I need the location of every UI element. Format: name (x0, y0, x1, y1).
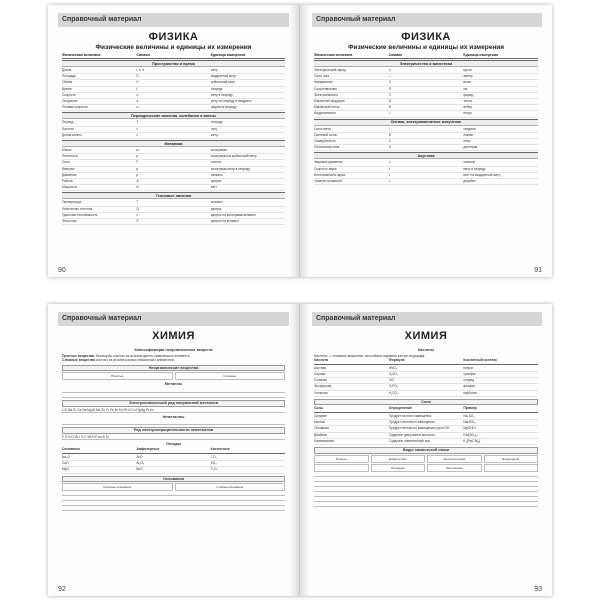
table-cell: Ускорение (62, 99, 78, 104)
quantities-table (62, 53, 285, 225)
table-section-title: Акустика (314, 152, 538, 159)
table-cell: ν (136, 126, 138, 131)
subject-subtitle: Физические величины и единицы их измерения (95, 44, 252, 51)
page-header: Справочный материал (312, 13, 542, 27)
table-cell: Продукт полного замещения (388, 413, 432, 418)
table-section-title: Периодические явления, колебания и волны (62, 112, 285, 119)
section-heading: Неорганические вещества (62, 365, 285, 372)
table-cell: Температура (62, 200, 82, 205)
physics-spread (48, 5, 552, 277)
table-cell: I (388, 74, 390, 79)
table-cell: l, s, d (136, 68, 144, 72)
table-cell: Кислые (314, 420, 326, 425)
table-cell: секунда (210, 120, 223, 125)
table-cell: Электроёмкость (314, 92, 339, 97)
column-header: Кислотные (210, 447, 230, 452)
table-cell: фарад (463, 92, 474, 97)
table-section-title: Электричество и магнетизм (314, 60, 538, 67)
table-cell: Φ (388, 132, 392, 137)
chemistry-classification-block (62, 346, 285, 511)
table-cell: кулон (463, 68, 472, 72)
table-cell: Энтропия (62, 219, 77, 224)
table-cell: Сила (62, 160, 70, 165)
table-cell: T (136, 120, 139, 125)
table-cell: вольт (463, 80, 472, 85)
table-cell: Al₂O₃ (136, 461, 145, 466)
table-cell: HCl (388, 378, 394, 383)
base-strong: Сильные основания (62, 483, 173, 491)
column-header: Определение (388, 406, 413, 411)
table-cell: метр на секунду в квадрате (210, 99, 252, 104)
chemistry-spread (48, 304, 552, 596)
table-header (62, 53, 285, 59)
table-cell: Мощность (62, 185, 78, 190)
table-cell: паскаль (210, 172, 223, 177)
page-number: 91 (534, 267, 542, 274)
table-cell: кельвин (210, 200, 223, 205)
bond-ionic: Ионная (314, 455, 369, 463)
table-cell: KAl(SO₄)₂ (463, 432, 478, 437)
table-cell: HNO₃ (388, 365, 398, 370)
table-cell: Давление (62, 172, 77, 177)
table-cell: метр в секунду (463, 166, 486, 171)
table-cell: нитрат (463, 365, 474, 370)
table-cell: λ (136, 132, 138, 137)
page-header: Справочный материал (58, 13, 289, 27)
table-cell: джоуль на килограмм-кельвин (210, 212, 256, 217)
table-cell: a (136, 99, 139, 104)
table-cell: Основные (314, 426, 330, 431)
column-header: Символ (388, 53, 403, 57)
table-cell: c (388, 166, 391, 171)
table-cell: MgO (62, 467, 69, 472)
table-cell: υ (136, 92, 139, 97)
table-cell: Сила тока (314, 74, 330, 79)
bond-covalent: Ковалентная (371, 455, 426, 463)
table-cell: Скорость (62, 92, 76, 97)
table-cell: метр (210, 68, 218, 72)
table-cell: Индуктивность (314, 111, 337, 116)
table-cell: ρ (136, 154, 139, 159)
table-section-title: Тепловые явления (62, 192, 285, 199)
section-heading: Оксиды (166, 441, 181, 446)
subject-title: ФИЗИКА (148, 31, 199, 43)
table-cell: H₃PO₄ (388, 384, 399, 389)
table-cell: Магнитный поток (314, 105, 340, 110)
page-93 (300, 304, 552, 596)
table-cell: Длина волны (62, 132, 82, 137)
bond-hydrogen: Водородная (484, 455, 539, 463)
table-cell: ампер (463, 74, 473, 79)
subject-subtitle: Физические величины и единицы их измерения (347, 44, 505, 51)
table-cell: вебер (463, 105, 473, 110)
table-cell: Фосфорная (314, 384, 332, 389)
nonmetal-row: F O N Cl Br I S C Se H P As B Si (62, 435, 285, 440)
table-cell: Скорость звука (314, 166, 337, 171)
table-cell: Частота (62, 126, 74, 131)
table-cell: L (388, 111, 391, 116)
table-cell: C (388, 92, 391, 97)
table-row (62, 185, 285, 191)
table-section-title: Пространство и время (62, 60, 285, 67)
table-cell: Импульс (62, 166, 75, 171)
table-cell: A (136, 179, 139, 184)
table-cell: ZnO (136, 454, 143, 459)
salt-table (314, 406, 538, 445)
table-cell: Количество теплоты (62, 206, 93, 211)
paragraph: Сложные вещества состоят из атомов разных химических элементов. (62, 358, 175, 363)
bond-metallic: Металлическая (427, 455, 482, 463)
table-cell: Продукт неполного замещения (388, 420, 435, 425)
table-row (62, 219, 285, 225)
table-cell: Угольная (314, 390, 328, 395)
table-cell: паскаль (463, 160, 476, 165)
table-cell: метр (210, 132, 218, 137)
page-number: 92 (58, 586, 66, 593)
table-cell: Двойные (314, 432, 328, 437)
table-cell: джоуль на кельвин (210, 219, 239, 224)
subject-title: ХИМИЯ (152, 330, 195, 342)
table-cell: ватт (210, 185, 217, 190)
metal-activity-row: Li K Ba Sr Ca Na Mg Al Mn Zn Cr Fe Ni Sn Pb H Cu Hg Ag Pt Au (62, 408, 285, 413)
page-90 (48, 5, 300, 277)
table-cell: I (388, 126, 390, 131)
table-cell: q (388, 68, 391, 72)
class-columns (62, 372, 285, 380)
table-cell: Работа (62, 179, 73, 184)
table-cell: килограмм на кубический метр (210, 154, 257, 159)
table-row (314, 391, 538, 397)
section-heading: Кислоты (417, 348, 435, 352)
column-header: Единица измерения (463, 53, 499, 57)
section-heading: Металлы (164, 382, 183, 387)
subject-title: ХИМИЯ (404, 330, 448, 342)
table-cell: V (136, 80, 139, 85)
table-cell: ω (136, 105, 139, 110)
table-cell: SO₃ (210, 461, 217, 466)
column-header: Пример (463, 406, 477, 411)
table-cell: L (388, 179, 391, 184)
table-cell: кандела (463, 126, 476, 131)
table-row (314, 111, 538, 117)
table-cell: p (136, 172, 139, 177)
table-cell: Плотность (62, 154, 78, 159)
table-cell: Объём (62, 80, 73, 85)
table-cell: Сопротивление (314, 86, 338, 91)
table-cell: Соляная (314, 378, 327, 383)
table-row (62, 133, 285, 139)
table-cell: ом (463, 86, 468, 91)
table-cell: люкс (463, 139, 471, 144)
table-cell: R (388, 86, 391, 91)
table-cell: Время (62, 86, 72, 91)
table-cell: радиан в секунду (210, 105, 237, 110)
table-cell: Длина (62, 68, 72, 72)
page-number: 90 (58, 267, 66, 274)
table-section-title: Оптика, электромагнитное излучение (314, 119, 538, 126)
column-header: Соль (314, 406, 323, 411)
table-row (314, 179, 538, 185)
section-heading: Электрохимический ряд напряжений металлов (62, 400, 285, 407)
table-cell: сульфат (463, 371, 476, 376)
table-cell: метр в секунду (210, 92, 233, 97)
table-cell: D (388, 145, 391, 150)
table-cell: ватт на квадратный метр (463, 172, 501, 177)
table-header (314, 406, 538, 413)
table-cell: Азотная (314, 365, 326, 370)
quantities-table (314, 53, 538, 185)
table-cell: Световой поток (314, 132, 337, 137)
column-header: Основные (62, 447, 81, 452)
table-row (62, 105, 285, 111)
table-cell: N (136, 185, 139, 190)
table-cell: Q (136, 206, 139, 211)
table-cell: F (136, 160, 139, 165)
table-cell: Магнитная индукция (314, 99, 345, 104)
table-cell: герц (210, 126, 218, 131)
table-cell: фосфат (463, 384, 476, 389)
table-cell: Звуковое давление (314, 160, 343, 165)
table-cell: U (388, 80, 391, 85)
section-heading: Классификация неорганических веществ (134, 348, 213, 352)
column-header: Единица измерения (210, 53, 246, 57)
chemistry-acids-block (314, 346, 538, 507)
table-cell: Сила света (314, 126, 331, 131)
table-row (314, 439, 538, 445)
section-heading: Ряд электроотрицательности неметаллов (62, 427, 285, 434)
table-cell: децибел (463, 179, 476, 184)
table-cell: килограмм (210, 148, 227, 153)
table-cell: MgOHCl (463, 426, 476, 431)
column-header: Формула (388, 358, 405, 363)
table-cell: Содержат комплексный ион (388, 438, 431, 443)
page-92 (48, 304, 300, 596)
table-cell: тесла (463, 99, 472, 104)
table-section-title: Механика (62, 140, 285, 147)
table-cell: диоптрия (463, 145, 478, 150)
column-header: Физическая величина (62, 53, 101, 57)
table-cell: CaO (62, 461, 69, 466)
table-cell: B (388, 99, 391, 104)
table-cell: Электрический заряд (314, 68, 346, 72)
section-heading: Основания (62, 476, 285, 483)
table-cell: E (388, 139, 391, 144)
table-row (62, 467, 285, 473)
table-header (314, 358, 538, 365)
table-cell: BeO (136, 467, 143, 472)
table-cell: квадратный метр (210, 74, 237, 79)
table-cell: джоуль (210, 179, 222, 184)
subject-title: ФИЗИКА (401, 31, 451, 43)
table-cell: ньютон (210, 160, 222, 165)
table-row (314, 145, 538, 151)
table-cell: Площадь (62, 74, 76, 79)
page-number: 93 (534, 586, 542, 593)
table-cell: p (388, 160, 391, 165)
base-weak: Слабые основания (175, 483, 286, 491)
table-cell: Удельная теплоёмкость (62, 212, 98, 217)
table-cell: Содержат два разных металла (388, 432, 435, 437)
column-header: Кислотный остаток (463, 358, 498, 363)
table-cell: Продукт неполного замещения групп OH (388, 426, 450, 431)
table-cell: Na₂O (62, 454, 70, 459)
page-header: Справочный материал (58, 312, 289, 326)
acid-table (314, 358, 538, 397)
paragraph: Простые вещества. Молекулы состоят из атомов одного химического элемента. (62, 353, 191, 358)
column-header: Символ (136, 53, 150, 57)
table-cell: Средние (314, 413, 327, 418)
table-cell: секунда (210, 86, 223, 91)
table-cell: Серная (314, 371, 326, 376)
bond-subcolumns (314, 464, 538, 472)
page-91 (300, 5, 552, 277)
table-cell: K₃[Fe(CN)₆] (463, 438, 481, 443)
table-cell: килограмм-метр в секунду (210, 166, 250, 171)
table-cell: Оптическая сила (314, 145, 340, 150)
column-header: Амфотерные (136, 447, 160, 452)
table-cell: H₂CO₃ (388, 390, 399, 395)
bond-nonpolar: Неполярная (427, 464, 482, 472)
table-cell: Комплексные (314, 438, 335, 443)
table-cell: карбонат (463, 390, 477, 395)
table-cell: H₂SO₄ (388, 371, 399, 376)
column-header: Кислота (314, 358, 329, 363)
table-cell: S (136, 74, 139, 79)
table-cell: c (136, 212, 138, 217)
table-cell: Масса (62, 148, 72, 153)
table-cell: джоуль (210, 206, 222, 211)
table-cell: I (388, 172, 390, 177)
page-header: Справочный материал (312, 312, 542, 326)
table-cell: кубический метр (210, 80, 236, 85)
table-cell: Интенсивность звука (314, 172, 346, 177)
table-header (314, 53, 538, 59)
bond-polar: Полярная (371, 464, 426, 472)
table-cell: Na₂SO₄ (463, 413, 475, 418)
table-cell: NaHSO₄ (463, 420, 476, 425)
table-cell: p (136, 166, 139, 171)
oxide-table (62, 447, 285, 473)
table-header (62, 447, 285, 454)
table-cell: хлорид (463, 378, 475, 383)
section-heading: Виды химической связи (314, 447, 538, 454)
table-cell: люмен (463, 132, 474, 137)
section-heading: Неметаллы (162, 414, 185, 419)
class-simple: Простые (62, 372, 173, 380)
table-cell: T (136, 200, 139, 205)
table-cell: t (136, 86, 138, 91)
table-cell: Напряжение (314, 80, 333, 85)
column-header: Физическая величина (314, 53, 353, 57)
table-cell: генри (463, 111, 472, 116)
table-cell: Угловая скорость (62, 105, 88, 110)
table-cell: Уровень громкости (314, 179, 343, 184)
class-complex: Сложные (175, 372, 286, 380)
bond-columns (314, 455, 538, 463)
table-cell: Период (62, 120, 74, 125)
table-cell: Φ (388, 105, 392, 110)
table-cell: m (136, 148, 139, 153)
base-columns (62, 483, 285, 491)
table-cell: Освещённость (314, 139, 336, 144)
table-cell: S (136, 219, 139, 224)
table-cell: CO₂ (210, 454, 217, 459)
paragraph: Кислоты — сложные вещества, способные отдавать катион водорода. (314, 353, 426, 358)
section-heading: Соли (314, 399, 538, 406)
table-cell: P₂O₅ (210, 467, 218, 472)
